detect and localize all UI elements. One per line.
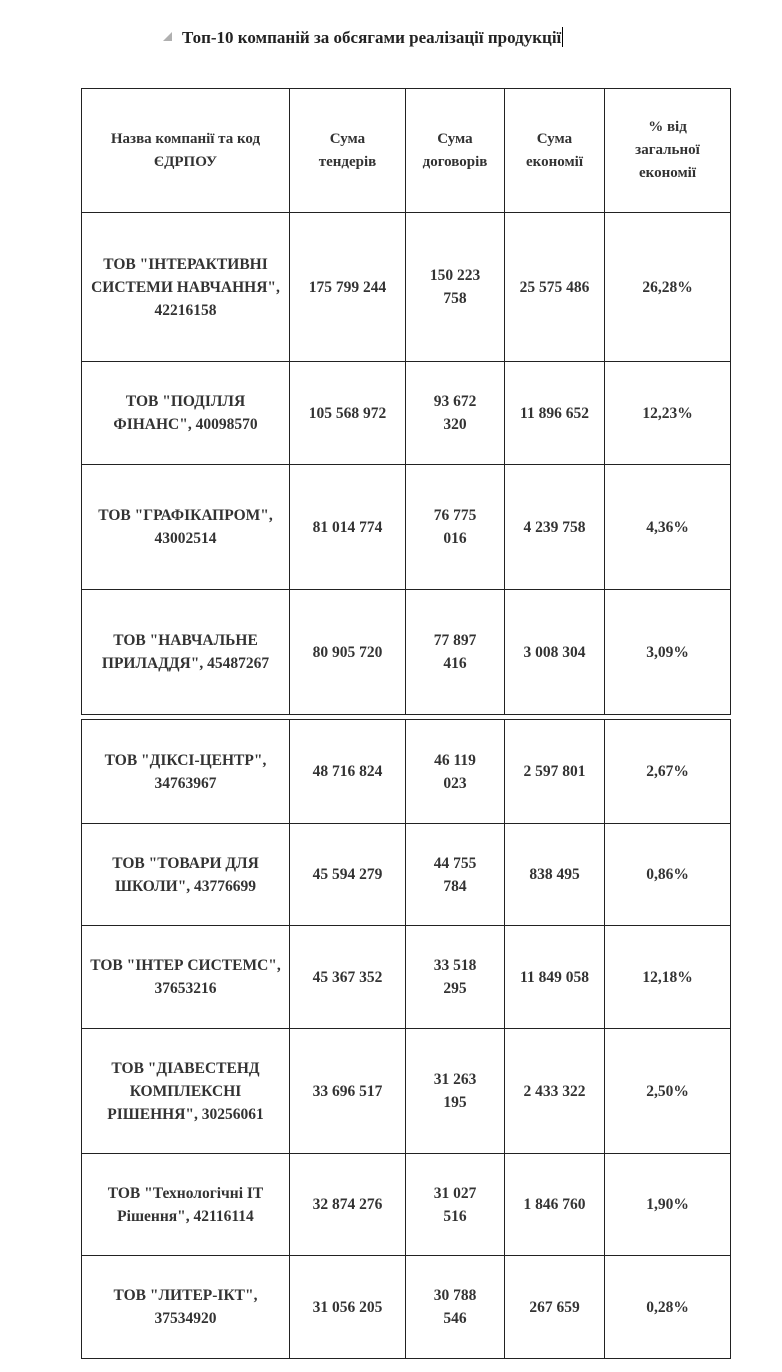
contracts-cell: 77 897 416 xyxy=(406,590,505,715)
contracts-cell: 76 775 016 xyxy=(406,465,505,590)
table-row xyxy=(82,465,731,590)
company-cell: ТОВ "ІНТЕР СИСТЕМС", 37653216 xyxy=(82,926,290,1029)
tenders-cell: 80 905 720 xyxy=(290,590,406,715)
percent-cell: 4,36% xyxy=(605,465,731,590)
company-cell: ТОВ "ЛИТЕР-ІКТ", 37534920 xyxy=(82,1256,290,1359)
company-cell: ТОВ "ТОВАРИ ДЛЯ ШКОЛИ", 43776699 xyxy=(82,824,290,926)
company-cell: ТОВ "ПОДІЛЛЯ ФІНАНС", 40098570 xyxy=(82,362,290,465)
header-savings: Сума економії xyxy=(505,89,605,213)
contracts-cell: 30 788 546 xyxy=(406,1256,505,1359)
contracts-cell: 150 223 758 xyxy=(406,213,505,362)
tenders-cell: 33 696 517 xyxy=(290,1029,406,1154)
table-header-row xyxy=(82,89,731,213)
company-cell: ТОВ "ГРАФІКАПРОМ", 43002514 xyxy=(82,465,290,590)
percent-cell: 1,90% xyxy=(605,1154,731,1256)
percent-cell: 0,28% xyxy=(605,1256,731,1359)
table-row xyxy=(82,1256,731,1359)
company-cell: ТОВ "ДІАВЕСТЕНД КОМПЛЕКСНІ РІШЕННЯ", 30256061 xyxy=(82,1029,290,1154)
title-row xyxy=(0,26,782,52)
company-cell: ТОВ "ДІКСІ-ЦЕНТР", 34763967 xyxy=(82,720,290,824)
percent-cell: 12,18% xyxy=(605,926,731,1029)
companies-table-part-1 xyxy=(81,88,731,715)
contracts-cell: 44 755 784 xyxy=(406,824,505,926)
header-percent: % від загальної економії xyxy=(605,89,731,213)
company-cell: ТОВ "Технологічні ІТ Рішення", 42116114 xyxy=(82,1154,290,1256)
table-row xyxy=(82,362,731,465)
table-row xyxy=(82,1029,731,1154)
header-contracts: Сума договорів xyxy=(406,89,505,213)
percent-cell: 2,50% xyxy=(605,1029,731,1154)
savings-cell: 1 846 760 xyxy=(505,1154,605,1256)
companies-table-part-2 xyxy=(81,719,731,1359)
company-cell: ТОВ "НАВЧАЛЬНЕ ПРИЛАДДЯ", 45487267 xyxy=(82,590,290,715)
percent-cell: 26,28% xyxy=(605,213,731,362)
company-cell: ТОВ "ІНТЕРАКТИВНІ СИСТЕМИ НАВЧАННЯ", 42216158 xyxy=(82,213,290,362)
tenders-cell: 81 014 774 xyxy=(290,465,406,590)
percent-cell: 3,09% xyxy=(605,590,731,715)
document-title[interactable]: Топ-10 компаній за обсягами реалізації продукції xyxy=(182,28,562,47)
text-cursor xyxy=(562,27,563,47)
header-company: Назва компанії та код ЄДРПОУ xyxy=(82,89,290,213)
savings-cell: 25 575 486 xyxy=(505,213,605,362)
savings-cell: 838 495 xyxy=(505,824,605,926)
savings-cell: 4 239 758 xyxy=(505,465,605,590)
table-row xyxy=(82,926,731,1029)
savings-cell: 11 896 652 xyxy=(505,362,605,465)
savings-cell: 2 597 801 xyxy=(505,720,605,824)
table-row xyxy=(82,1154,731,1256)
table-row xyxy=(82,590,731,715)
tenders-cell: 48 716 824 xyxy=(290,720,406,824)
tenders-cell: 45 594 279 xyxy=(290,824,406,926)
tenders-cell: 31 056 205 xyxy=(290,1256,406,1359)
table-row xyxy=(82,824,731,926)
table-row xyxy=(82,720,731,824)
table-row xyxy=(82,213,731,362)
tenders-cell: 105 568 972 xyxy=(290,362,406,465)
savings-cell: 2 433 322 xyxy=(505,1029,605,1154)
percent-cell: 12,23% xyxy=(605,362,731,465)
contracts-cell: 46 119 023 xyxy=(406,720,505,824)
contracts-cell: 93 672 320 xyxy=(406,362,505,465)
savings-cell: 3 008 304 xyxy=(505,590,605,715)
collapse-triangle-icon[interactable] xyxy=(163,32,172,41)
savings-cell: 11 849 058 xyxy=(505,926,605,1029)
contracts-cell: 31 263 195 xyxy=(406,1029,505,1154)
percent-cell: 0,86% xyxy=(605,824,731,926)
tenders-cell: 175 799 244 xyxy=(290,213,406,362)
tenders-cell: 45 367 352 xyxy=(290,926,406,1029)
percent-cell: 2,67% xyxy=(605,720,731,824)
header-tenders: Сума тендерів xyxy=(290,89,406,213)
savings-cell: 267 659 xyxy=(505,1256,605,1359)
contracts-cell: 33 518 295 xyxy=(406,926,505,1029)
tenders-cell: 32 874 276 xyxy=(290,1154,406,1256)
contracts-cell: 31 027 516 xyxy=(406,1154,505,1256)
